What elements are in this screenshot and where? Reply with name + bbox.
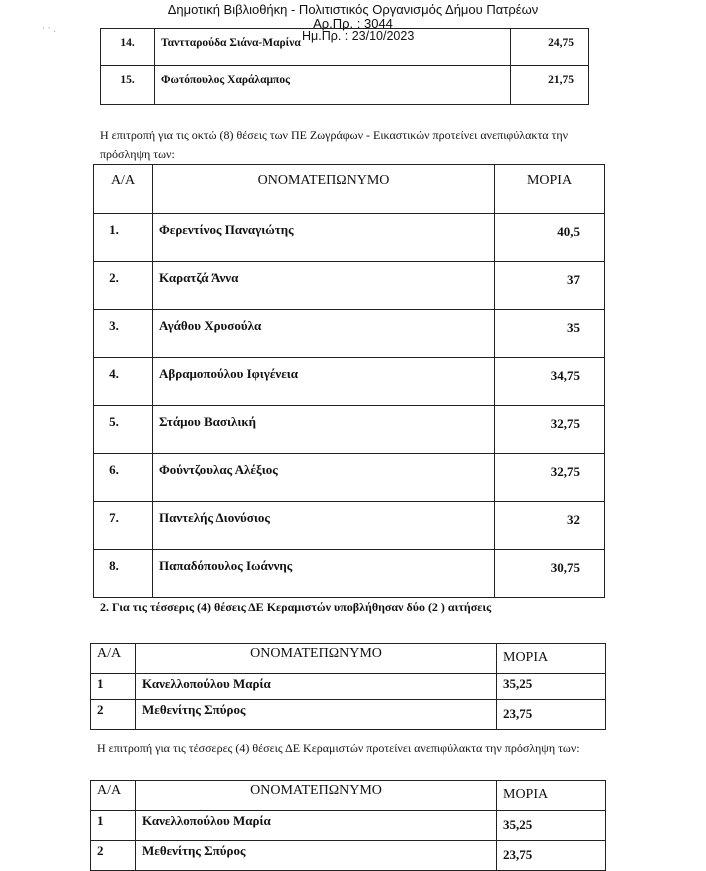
header-name: ΟΝΟΜΑΤΕΠΩΝΥΜΟ (136, 781, 497, 811)
row-name: Κανελλοπούλου Μαρία (136, 811, 497, 841)
table-row (101, 66, 589, 105)
row-name: Στάμου Βασιλική (153, 406, 495, 454)
table-row (94, 214, 605, 262)
row-name: Φερεντίνος Παναγιώτης (153, 214, 495, 262)
row-number: 8. (94, 550, 153, 598)
table-row (91, 841, 606, 871)
row-number: 2 (91, 841, 136, 871)
row-name: Φωτόπουλος Χαράλαμπος (155, 66, 511, 105)
table-row (94, 502, 605, 550)
row-number: 1. (94, 214, 153, 262)
row-name: Φούντζουλας Αλέξιος (153, 454, 495, 502)
table-header-row (91, 781, 606, 811)
row-points: 34,75 (495, 358, 605, 406)
header-name: ΟΝΟΜΑΤΕΠΩΝΥΜΟ (153, 165, 495, 214)
row-points: 23,75 (497, 700, 606, 730)
row-number: 15. (101, 66, 155, 105)
committee-paragraph-painters: Η επιτροπή για τις οκτώ (8) θέσεις των ΠΕ Ζωγράφων - Εικαστικών προτείνει ανεπιφύλακτα την πρόσληψη των: (100, 128, 569, 161)
row-number: 1 (91, 811, 136, 841)
row-points: 35,25 (497, 811, 606, 841)
row-name: Παντελής Διονύσιος (153, 502, 495, 550)
row-points: 35,25 (497, 674, 606, 700)
row-number: 2 (91, 700, 136, 730)
table-row (94, 406, 605, 454)
row-points: 37 (495, 262, 605, 310)
header-points: ΜΟΡΙΑ (495, 165, 605, 214)
document-header-title: Δημοτική Βιβλιοθήκη - Πολιτιστικός Οργανισμός Δήμου Πατρέων (167, 2, 539, 17)
row-points: 32,75 (495, 454, 605, 502)
table-row (91, 700, 606, 730)
row-number: 7. (94, 502, 153, 550)
protocol-number: Αρ.Πρ. : 3044 (313, 16, 393, 31)
table-row (94, 454, 605, 502)
row-number: 4. (94, 358, 153, 406)
row-number: 3. (94, 310, 153, 358)
row-name: Παπαδόπουλος Ιωάννης (153, 550, 495, 598)
row-number: 1 (91, 674, 136, 700)
table-row (94, 262, 605, 310)
header-aa: Α/Α (91, 644, 136, 674)
row-points: 30,75 (495, 550, 605, 598)
row-points: 35 (495, 310, 605, 358)
row-name: Αβραμοπούλου Ιφιγένεια (153, 358, 495, 406)
committee-paragraph-ceramists: Η επιτροπή για τις τέσσερες (4) θέσεις ΔΕ Κεραμιστών προτείνει ανεπιφύλακτα την πρόσληψη των: (97, 741, 580, 755)
table-header-row (94, 165, 605, 214)
row-number: 6. (94, 454, 153, 502)
row-name: Αγάθου Χρυσούλα (153, 310, 495, 358)
protocol-date: Ημ.Πρ. : 23/10/2023 (302, 29, 415, 43)
row-name: Ταντταρούδα Σιάνα-Μαρίνα (155, 29, 511, 66)
row-points: 40,5 (495, 214, 605, 262)
header-aa: Α/Α (91, 781, 136, 811)
table-row (94, 358, 605, 406)
row-number: 2. (94, 262, 153, 310)
row-points: 23,75 (497, 841, 606, 871)
table-header-row (91, 644, 606, 674)
painters-table (93, 164, 605, 598)
header-points: ΜΟΡΙΑ (497, 781, 606, 811)
ceramists-selected-table (90, 780, 606, 871)
row-points: 32 (495, 502, 605, 550)
row-name: Μεθενίτης Σπύρος (136, 841, 497, 871)
row-points: 32,75 (495, 406, 605, 454)
table-row (94, 550, 605, 598)
header-name: ΟΝΟΜΑΤΕΠΩΝΥΜΟ (136, 644, 497, 674)
row-number: 14. (101, 29, 155, 66)
row-number: 5. (94, 406, 153, 454)
ceramists-applications-table (90, 643, 606, 730)
row-points: 21,75 (511, 66, 589, 105)
scan-marks: ᾿ ᾽ · (42, 26, 56, 36)
table-row (91, 811, 606, 841)
row-points: 24,75 (511, 29, 589, 66)
table-row (91, 674, 606, 700)
table-row (94, 310, 605, 358)
row-name: Καρατζά Άννα (153, 262, 495, 310)
header-aa: Α/Α (94, 165, 153, 214)
row-name: Μεθενίτης Σπύρος (136, 700, 497, 730)
header-points: ΜΟΡΙΑ (497, 644, 606, 674)
row-name: Κανελλοπούλου Μαρία (136, 674, 497, 700)
ceramists-applications-heading: 2. Για τις τέσσερις (4) θέσεις ΔΕ Κεραμιστών υποβλήθησαν δύο (2 ) αιτήσεις (100, 600, 492, 614)
